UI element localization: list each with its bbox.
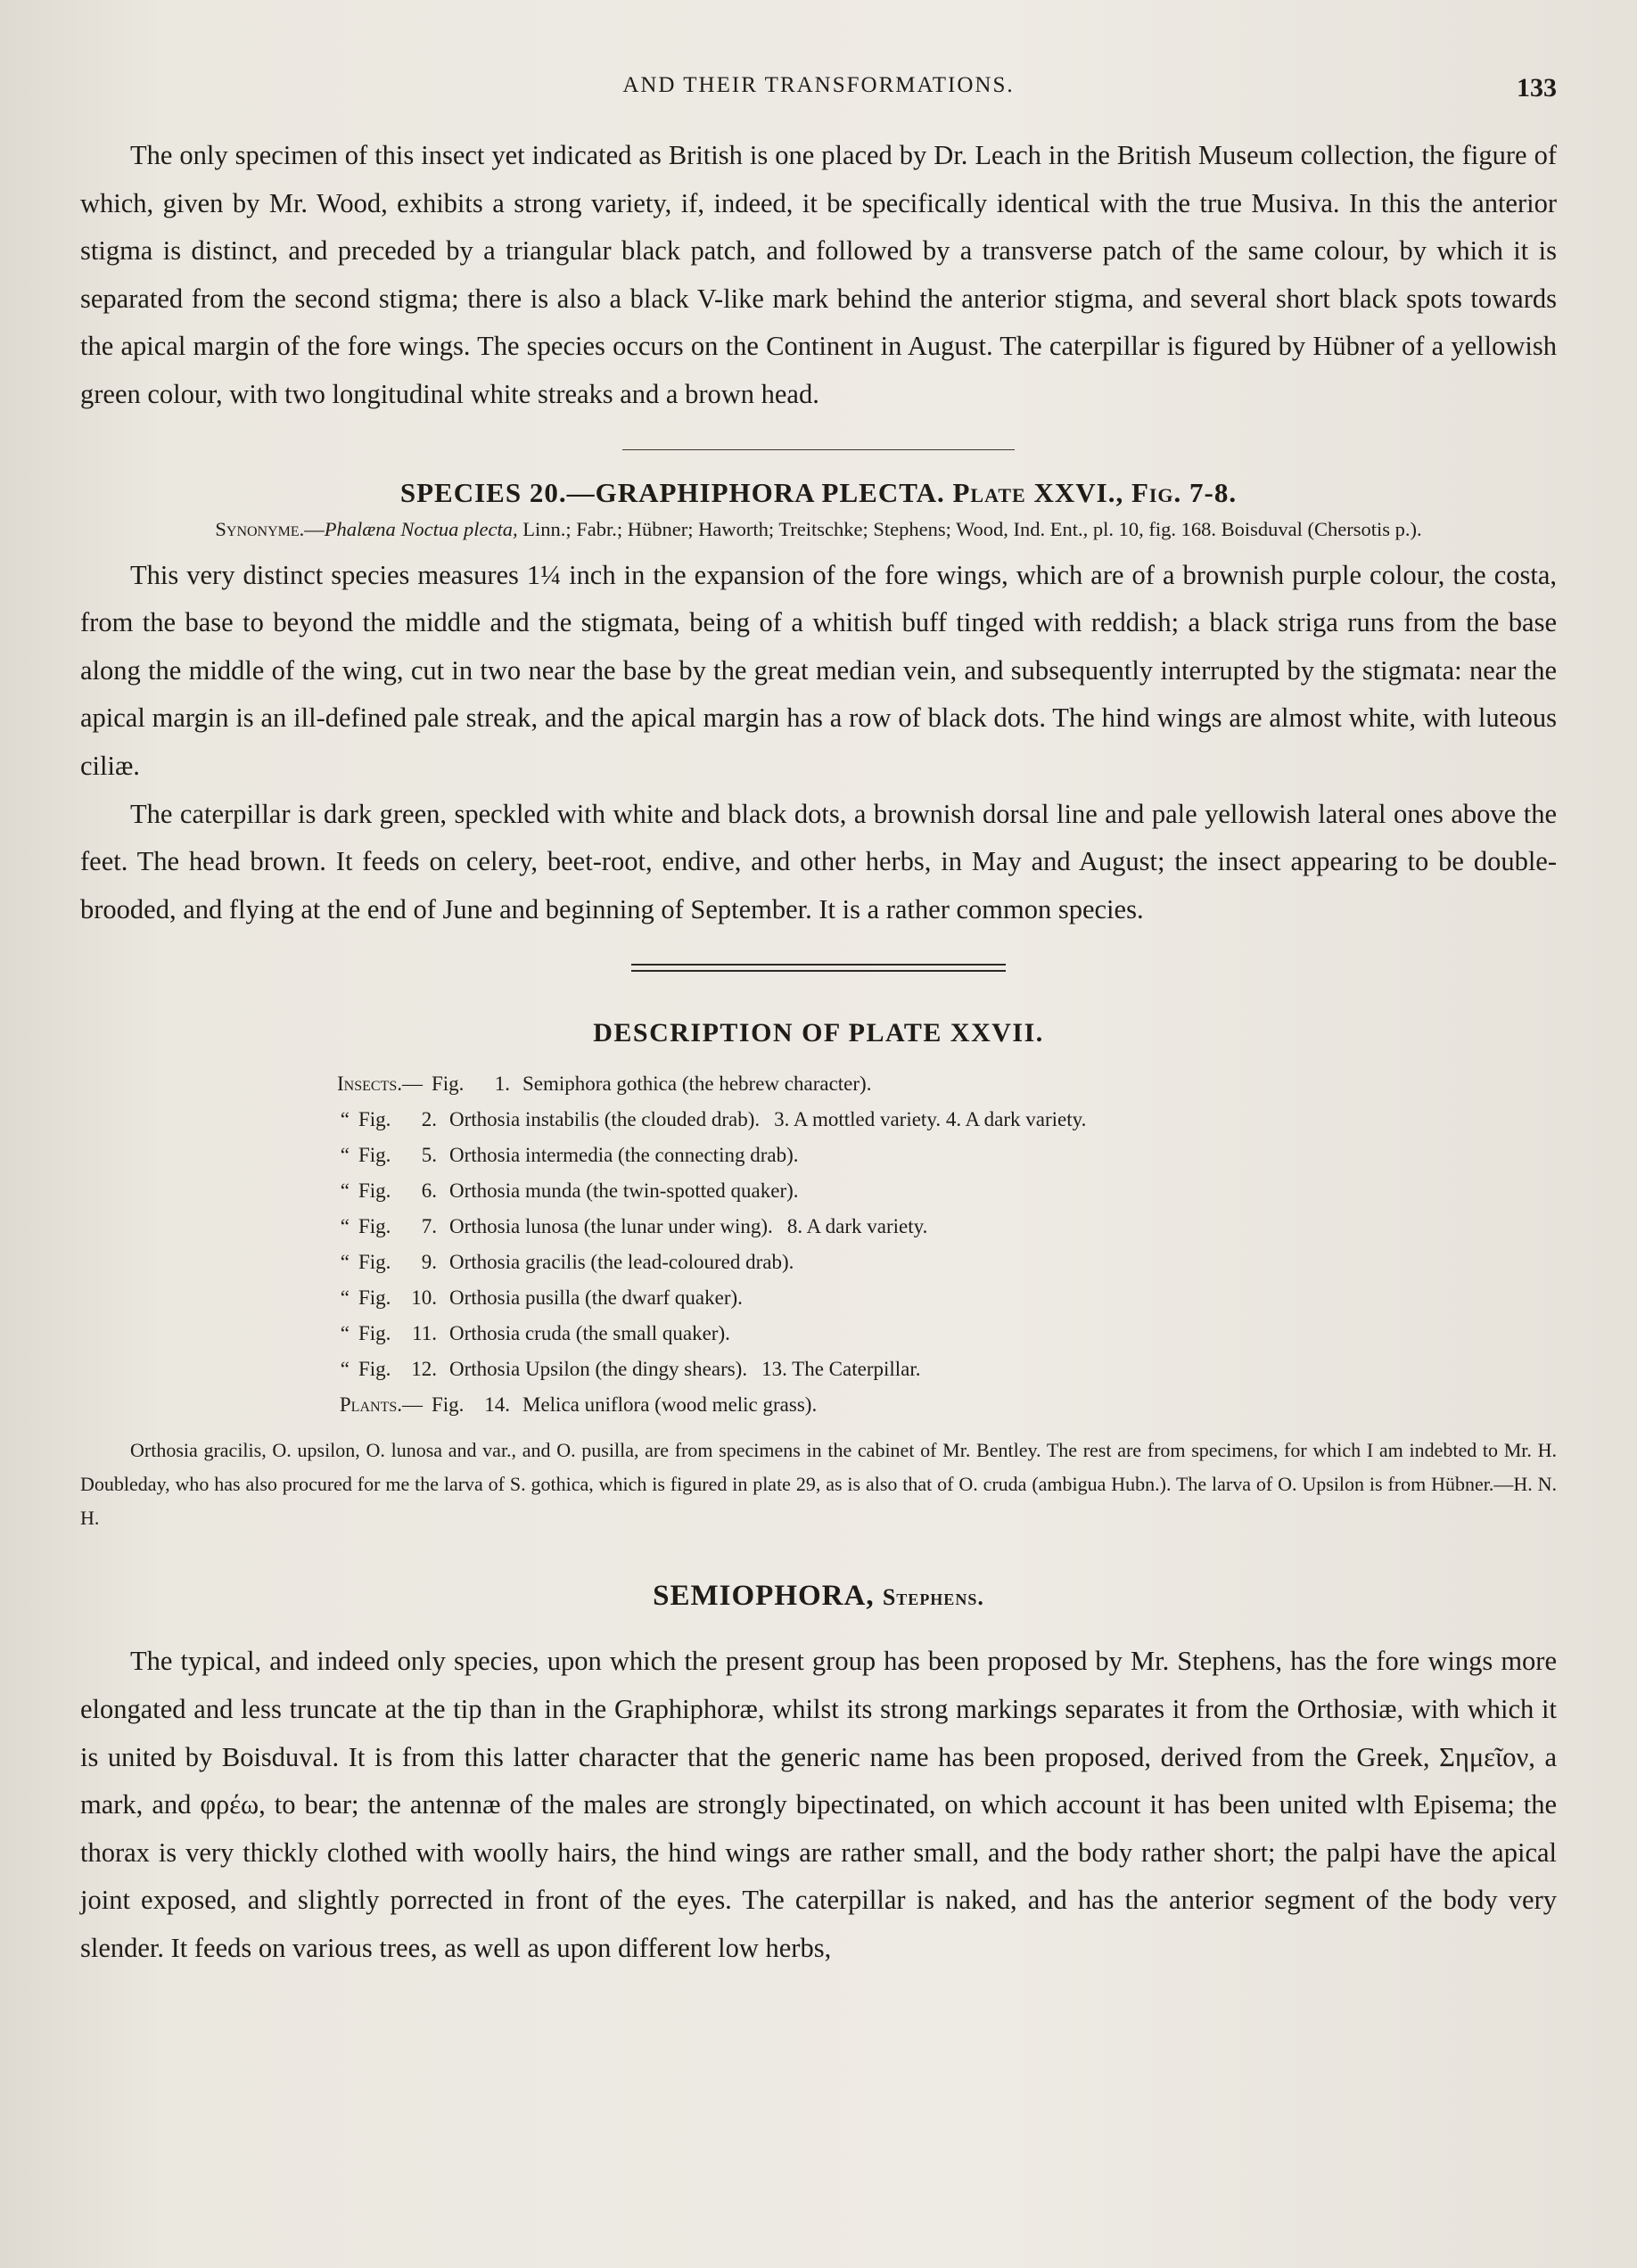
plate-list-fig-label: Fig. bbox=[432, 1072, 465, 1096]
plate-list-lead: Insects.— bbox=[337, 1072, 423, 1096]
plate-list-fig-label: Fig. bbox=[358, 1286, 391, 1310]
plate-list-caption: Orthosia instabilis (the clouded drab). bbox=[449, 1108, 761, 1131]
species-heading bbox=[80, 477, 1557, 509]
synonymy-text: Linn.; Fabr.; Hübner; Haworth; Treitschke; Stephens; Wood, Ind. Ent., pl. 10, fig. 168. Boisduval (Chersotis p.). bbox=[517, 517, 1422, 540]
plate-list-caption: Semiphora gothica (the hebrew character). bbox=[522, 1072, 872, 1096]
plate-list-fig-number: 14. bbox=[484, 1393, 510, 1417]
plate-note: Orthosia gracilis, O. upsilon, O. lunosa and var., and O. pusilla, are from specimens in the cabinet of Mr. Bentley. The rest are from specimens, for which I am indebted to Mr. H. Doubleday, who has also procured for me the larva of S. gothica, which is figured in plate 29, as is also that of O. cruda (ambigua Hubn.). The larva of O. Upsilon is from Hübner.—H. N. H. bbox=[80, 1439, 1557, 1530]
plate-list-row bbox=[307, 1102, 1557, 1138]
plate-list-lead: “ bbox=[340, 1286, 350, 1310]
species-description: This very distinct species measures 1¼ inch in the expansion of the fore wings, which are of a brownish purple colour, the costa, from the base to beyond the middle and the stigmata, being of a whitish buff tinged with reddish; a black striga runs from the base along the middle of the wing, cut in two near the base by the great median vein, and subsequently interrupted by the stigmata: near the apical margin is an ill-defined pale streak, and the apical margin has a row of black dots. The hind wings are almost white, with luteous ciliæ. bbox=[80, 559, 1557, 781]
plate-list-fig-number: 12. bbox=[411, 1358, 437, 1381]
plate-list-caption: Orthosia intermedia (the connecting drab). bbox=[449, 1144, 799, 1167]
plate-list-lead: “ bbox=[340, 1358, 350, 1381]
plate-list-fig-number: 2. bbox=[421, 1108, 437, 1131]
plate-list-row bbox=[307, 1387, 1557, 1423]
plate-list-extra: 13. The Caterpillar. bbox=[761, 1358, 921, 1381]
plate-list-caption: Orthosia gracilis (the lead-coloured drab). bbox=[449, 1251, 794, 1274]
plate-figure-list bbox=[307, 1066, 1557, 1423]
double-divider bbox=[631, 964, 1006, 972]
intro-paragraph: The only specimen of this insect yet indicated as British is one placed by Dr. Leach in the British Museum collection, the figure of which, given by Mr. Wood, exhibits a strong variety, if, indeed, it be specifically identical with the true Musiva. In this the anterior stigma is distinct, and preceded by a triangular black patch, and followed by a transverse patch of the same colour, by which it is separated from the second stigma; there is also a black V-like mark behind the anterior stigma, and several short black spots towards the apical margin of the fore wings. The species occurs on the Continent in August. The caterpillar is figured by Hübner of a yellowish green colour, with two longitudinal white streaks and a brown head. bbox=[80, 140, 1557, 409]
caterpillar-description: The caterpillar is dark green, speckled with white and black dots, a brownish dorsal line and pale yellowish lateral ones above the feet. The head brown. It feeds on celery, beet-root, endive, and other herbs, in May and August; the insect appearing to be double-brooded, and flying at the end of June and beginning of September. It is a rather common species. bbox=[80, 798, 1557, 924]
plate-list-fig-number: 11. bbox=[412, 1322, 437, 1345]
synonymy-name: Phalæna Noctua plecta, bbox=[324, 517, 518, 540]
plate-list-fig-label: Fig. bbox=[358, 1179, 391, 1203]
genus-heading bbox=[80, 1580, 1557, 1613]
plate-list-row bbox=[307, 1066, 1557, 1102]
synonymy bbox=[80, 514, 1557, 545]
page-header bbox=[80, 73, 1557, 118]
plate-list-fig-number: 1. bbox=[494, 1072, 510, 1096]
genus-name: SEMIOPHORA, bbox=[653, 1580, 875, 1613]
plate-list-row bbox=[307, 1138, 1557, 1173]
plate-list-caption: Melica uniflora (wood melic grass). bbox=[522, 1393, 818, 1417]
plate-list-lead: “ bbox=[340, 1215, 350, 1238]
genus-author: Stephens. bbox=[882, 1584, 984, 1611]
plate-list-lead: “ bbox=[340, 1322, 350, 1345]
running-head: AND THEIR TRANSFORMATIONS. bbox=[622, 73, 1015, 97]
plate-list-lead: “ bbox=[340, 1179, 350, 1203]
plate-list-caption: Orthosia pusilla (the dwarf quaker). bbox=[449, 1286, 743, 1310]
plate-list-fig-label: Fig. bbox=[358, 1322, 391, 1345]
plate-list-fig-label: Fig. bbox=[358, 1251, 391, 1274]
plate-list-row bbox=[307, 1245, 1557, 1280]
plate-list-row bbox=[307, 1352, 1557, 1387]
plate-list-caption: Orthosia munda (the twin-spotted quaker). bbox=[449, 1179, 799, 1203]
plate-list-caption: Orthosia lunosa (the lunar under wing). bbox=[449, 1215, 773, 1238]
plate-list-row bbox=[307, 1173, 1557, 1209]
synonymy-label: Synonyme.— bbox=[215, 517, 325, 540]
species-title: SPECIES 20.—GRAPHIPHORA PLECTA. bbox=[399, 476, 945, 508]
plate-list-row bbox=[307, 1209, 1557, 1245]
plate-list-fig-label: Fig. bbox=[432, 1393, 465, 1417]
plate-reference: Plate XXVI., Fig. 7-8. bbox=[952, 476, 1238, 508]
page-content bbox=[80, 132, 1557, 1972]
plate-list-lead: “ bbox=[340, 1144, 350, 1167]
plate-list-extra: 3. A mottled variety. 4. A dark variety. bbox=[774, 1108, 1087, 1131]
plate-list-lead: “ bbox=[340, 1251, 350, 1274]
plate-list-lead: “ bbox=[340, 1108, 350, 1131]
plate-list-fig-number: 6. bbox=[421, 1179, 437, 1203]
plate-list-fig-number: 10. bbox=[411, 1286, 437, 1310]
plate-list-fig-label: Fig. bbox=[358, 1144, 391, 1167]
plate-list-caption: Orthosia Upsilon (the dingy shears). bbox=[449, 1358, 748, 1381]
plate-list-fig-number: 9. bbox=[421, 1251, 437, 1274]
plate-list-fig-number: 5. bbox=[421, 1144, 437, 1167]
plate-list-fig-label: Fig. bbox=[358, 1215, 391, 1238]
plate-list-row bbox=[307, 1280, 1557, 1316]
page-number: 133 bbox=[1517, 73, 1557, 103]
plate-list-caption: Orthosia cruda (the small quaker). bbox=[449, 1322, 730, 1345]
plate-description-title: DESCRIPTION OF PLATE XXVII. bbox=[593, 1018, 1044, 1048]
plate-list-extra: 8. A dark variety. bbox=[786, 1215, 928, 1238]
section-divider bbox=[622, 449, 1015, 450]
genus-description: The typical, and indeed only species, upon which the present group has been proposed by Mr. Stephens, has the fore wings more elongated and less truncate at the tip than in the Graphiphoræ, whilst its strong markings separates it from the Orthosiæ, with which it is united by Boisduval. It is from this latter character that the generic name has been proposed, derived from the Greek, Σημεῖον, a mark, and φρέω, to bear; the antennæ of the males are strongly bipectinated, on which account it has been united wlth Episema; the thorax is very thickly clothed with woolly hairs, the hind wings are rather small, and the body rather short; the palpi have the apical joint exposed, and slightly porrected in front of the eyes. The caterpillar is naked, and has the anterior segment of the body very slender. It feeds on various trees, as well as upon different low herbs, bbox=[80, 1646, 1557, 1963]
plate-list-row bbox=[307, 1316, 1557, 1352]
plate-list-fig-number: 7. bbox=[421, 1215, 437, 1238]
plate-list-fig-label: Fig. bbox=[358, 1108, 391, 1131]
plate-list-fig-label: Fig. bbox=[358, 1358, 391, 1381]
plate-list-lead: Plants.— bbox=[339, 1393, 423, 1417]
